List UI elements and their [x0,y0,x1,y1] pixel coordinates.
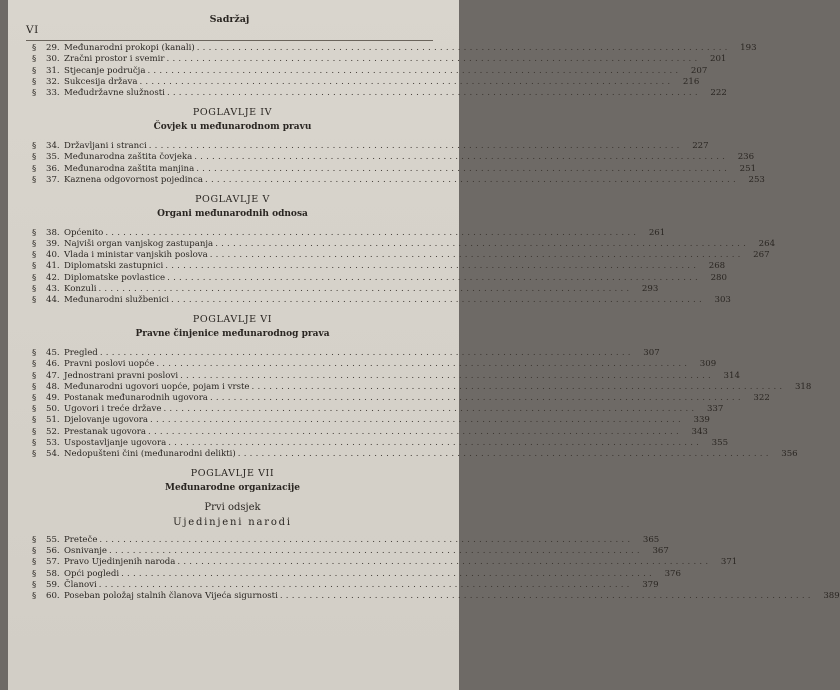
dot-leader: .......................................................................................... [196,163,731,174]
section-sign: § [32,415,37,426]
entry-title: Preteče [64,535,98,546]
entry-number: 57. [46,557,60,568]
entry-title: Općenito [64,227,104,238]
toc-entry [32,54,727,65]
entry-title: Djelovanje ugovora [64,415,149,426]
entry-number: 42. [46,272,60,283]
entry-number: 60. [46,591,60,601]
toc-entry [32,250,770,261]
entry-page: 389 [823,591,840,601]
entry-page: 293 [641,283,659,294]
entry-title: Zračni prostor i svemir [64,54,165,65]
book-page [8,0,840,690]
section-sign: § [32,426,37,437]
dot-leader: .......................................................................................... [148,426,682,437]
entry-page: 371 [720,557,738,568]
section-sign: § [32,359,37,370]
page-header [26,10,433,41]
entry-title: Međunarodni prokopi (kanali) [64,43,195,54]
section-sign: § [32,381,37,392]
section-sign: § [32,87,37,98]
entry-page: 309 [699,359,717,370]
running-title: Sadržaj [209,14,250,25]
section-sign: § [32,392,37,403]
entry-title: Konzuli [64,283,97,294]
entry-number: 37. [46,174,60,185]
entry-title: Osnivanje [64,546,108,557]
entry-page: 193 [740,43,757,54]
toc-entry [32,535,660,546]
section-sign: § [32,239,37,250]
entry-title: Opći pogledi [64,568,120,579]
dot-leader: .......................................................................................... [209,250,744,261]
dot-leader: .......................................................................................... [99,535,634,546]
entry-page: 222 [710,87,727,98]
entry-number: 56. [46,546,60,557]
chapter-title: Međunarodne organizacije [165,482,300,493]
entry-number: 30. [46,54,60,65]
entry-title: Međunarodna zaštita čovjeka [64,152,193,163]
section-sign: § [32,227,37,238]
section-sign: § [32,152,37,163]
toc-entry [32,546,669,557]
dot-leader: .......................................................................................... [105,227,640,238]
section-sign: § [32,141,37,152]
entry-page: 207 [690,65,708,76]
subsection-title: Ujedinjeni narodi [173,516,292,528]
entry-title: Pregled [64,348,98,359]
section-sign: § [32,535,37,546]
dot-leader: .......................................................................................... [147,65,682,76]
dot-leader: .......................................................................................... [98,579,633,590]
toc-entry [32,43,757,54]
dot-leader: .......................................................................................... [180,370,714,381]
chapter-title: Čovjek u međunarodnom pravu [153,121,312,132]
toc-entry [32,272,727,283]
toc-group [32,467,840,602]
chapter-label: POGLAVLJE V [195,193,270,205]
toc-entry [32,227,666,239]
entry-number: 43. [46,283,60,294]
toc-entry [32,426,708,437]
entry-page: 303 [714,295,731,305]
section-sign: § [32,272,37,283]
dot-leader: .......................................................................................... [177,557,712,568]
entry-page: 365 [642,535,660,546]
entry-number: 50. [46,404,60,415]
dot-leader: .......................................................................................... [279,591,814,601]
entry-page: 261 [648,227,666,238]
entry-page: 227 [692,141,709,152]
dot-leader: .......................................................................................... [139,76,674,87]
entry-title: Sukcesija država [64,76,138,87]
entry-number: 59. [46,579,60,590]
entry-page: 201 [709,54,727,65]
chapter-label: POGLAVLJE VI [192,314,273,325]
entry-title: Uspostavljanje ugovora [64,437,167,448]
entry-page: 264 [758,239,776,250]
entry-page: 251 [739,163,757,174]
entry-title: Diplomatski zastupnici [64,261,164,272]
section-sign: § [32,591,37,601]
chapter-title: Organi međunarodnih odnosa [157,208,308,219]
entry-page: 216 [682,76,700,87]
toc-entry [32,568,681,579]
chapter-label: POGLAVLJE IV [192,106,273,118]
toc-entry [32,591,840,602]
entry-title: Međunarodna zaštita manjina [64,163,195,174]
entry-page: 314 [723,370,740,381]
entry-page: 307 [643,348,660,359]
chapter-title: Pravne činjenice međunarodnog prava [135,329,330,339]
entry-number: 46. [46,359,60,370]
toc-group [32,106,765,186]
subsection-label: Prvi odsjek [204,501,261,513]
toc-entry [32,381,812,393]
entry-number: 33. [46,87,60,98]
section-sign: § [32,54,37,65]
dot-leader: .......................................................................................... [205,174,739,185]
section-sign: § [32,370,37,381]
toc-entry [32,163,757,174]
entry-page: 318 [794,381,812,392]
toc-entry [32,283,659,295]
entry-title: Jednostrani pravni poslovi [64,370,179,381]
toc-entry [32,348,660,359]
section-sign: § [32,448,37,459]
toc-entry [32,448,798,460]
dot-leader: .......................................................................................... [209,392,744,403]
entry-number: 55. [46,535,60,546]
toc-entry [32,404,724,415]
dot-leader: .......................................................................................... [150,415,684,426]
toc-entry [32,579,659,591]
toc-entry [32,174,765,186]
entry-number: 35. [46,152,60,163]
entry-page: 253 [748,174,765,185]
dot-leader: .......................................................................................... [194,152,729,163]
entry-page: 339 [693,415,710,426]
section-sign: § [32,557,37,568]
entry-page: 267 [753,250,770,261]
entry-page: 356 [781,448,798,459]
dot-leader: .......................................................................................... [215,239,750,250]
section-sign: § [32,295,37,305]
entry-number: 47. [46,370,60,381]
toc-entry [32,152,755,163]
entry-title: Pravo Ujedinjenih naroda [64,557,176,568]
section-sign: § [32,43,37,54]
section-sign: § [32,404,37,415]
entry-title: Najviši organ vanjskog zastupanja [64,239,214,250]
toc-entry [32,557,738,568]
section-sign: § [32,348,37,359]
entry-title: Članovi [64,579,97,590]
section-sign: § [32,437,37,448]
dot-leader: .......................................................................................... [166,54,701,65]
entry-page: 280 [710,272,727,283]
section-sign: § [32,546,37,557]
entry-title: Međunarodni službenici [64,295,170,305]
entry-title: Stjecanje područja [64,65,146,76]
entry-number: 36. [46,163,60,174]
toc-entry [32,437,729,449]
page-number: VI [26,24,39,36]
dot-leader: .......................................................................................... [121,568,655,579]
dot-leader: .......................................................................................... [163,404,698,415]
dot-leader: .......................................................................................... [237,448,772,459]
section-sign: § [32,163,37,174]
entry-number: 48. [46,381,60,392]
entry-number: 44. [46,295,60,305]
entry-number: 29. [46,43,60,54]
toc-group [32,313,812,460]
section-sign: § [32,174,37,185]
section-sign: § [32,261,37,272]
entry-title: Ugovori i treće države [64,404,162,415]
entry-title: Poseban položaj stalnih članova Vijeća sigurnosti [64,591,278,601]
dot-leader: .......................................................................................... [98,283,633,294]
chapter-label: POGLAVLJE VII [190,467,275,479]
entry-number: 53. [46,437,60,448]
section-sign: § [32,76,37,87]
entry-title: Postanak međunarodnih ugovora [64,392,208,403]
toc-entry [32,65,708,76]
toc-group [32,43,757,99]
entry-page: 367 [652,546,669,557]
dot-leader: .......................................................................................... [196,43,731,54]
entry-title: Međudržavne služnosti [64,87,165,98]
toc-group [32,193,776,306]
entry-title: Pravni poslovi uopće [64,359,155,370]
toc-entry [32,87,727,99]
dot-leader: .......................................................................................... [109,546,643,557]
entry-number: 51. [46,415,60,426]
dot-leader: .......................................................................................... [165,261,700,272]
section-sign: § [32,65,37,76]
entry-number: 39. [46,239,60,250]
entry-title: Kaznena odgovornost pojedinca [64,174,204,185]
entry-page: 236 [737,152,755,163]
entry-page: 376 [664,568,681,579]
dot-leader: .......................................................................................... [168,437,703,448]
dot-leader: .......................................................................................... [171,295,705,305]
entry-title: Državljani i stranci [64,141,147,152]
toc-entry [32,415,710,426]
entry-title: Prestanak ugovora [64,426,147,437]
dot-leader: .......................................................................................... [99,348,634,359]
entry-number: 31. [46,65,60,76]
toc-entry [32,76,700,88]
section-sign: § [32,250,37,261]
section-sign: § [32,283,37,294]
entry-title: Diplomatske povlastice [64,272,166,283]
table-of-contents [32,43,840,602]
entry-page: 355 [711,437,729,448]
entry-number: 45. [46,348,60,359]
toc-entry [32,261,726,272]
dot-leader: .......................................................................................... [251,381,786,392]
entry-number: 58. [46,568,60,579]
entry-title: Nedopušteni čini (međunarodni delikti) [64,448,236,459]
section-sign: § [32,579,37,590]
toc-entry [32,141,709,152]
entry-number: 41. [46,261,60,272]
toc-entry [32,392,770,404]
entry-number: 32. [46,76,60,87]
entry-number: 49. [46,392,60,403]
dot-leader: .......................................................................................... [167,272,701,283]
entry-number: 52. [46,426,60,437]
section-sign: § [32,568,37,579]
dot-leader: .......................................................................................... [166,87,701,98]
toc-entry [32,359,717,370]
toc-entry [32,295,731,306]
entry-number: 40. [46,250,60,261]
dot-leader: .......................................................................................... [148,141,683,152]
entry-number: 34. [46,141,60,152]
entry-page: 343 [691,426,708,437]
entry-title: Vlada i ministar vanjskih poslova [64,250,208,261]
entry-page: 322 [753,392,770,403]
toc-entry [32,370,740,381]
entry-page: 268 [708,261,726,272]
entry-page: 379 [642,579,659,590]
entry-number: 38. [46,227,60,238]
entry-page: 337 [706,404,724,415]
entry-number: 54. [46,448,60,459]
toc-entry [32,239,776,250]
dot-leader: .......................................................................................... [156,359,691,370]
entry-title: Međunarodni ugovori uopće, pojam i vrste [64,381,250,392]
